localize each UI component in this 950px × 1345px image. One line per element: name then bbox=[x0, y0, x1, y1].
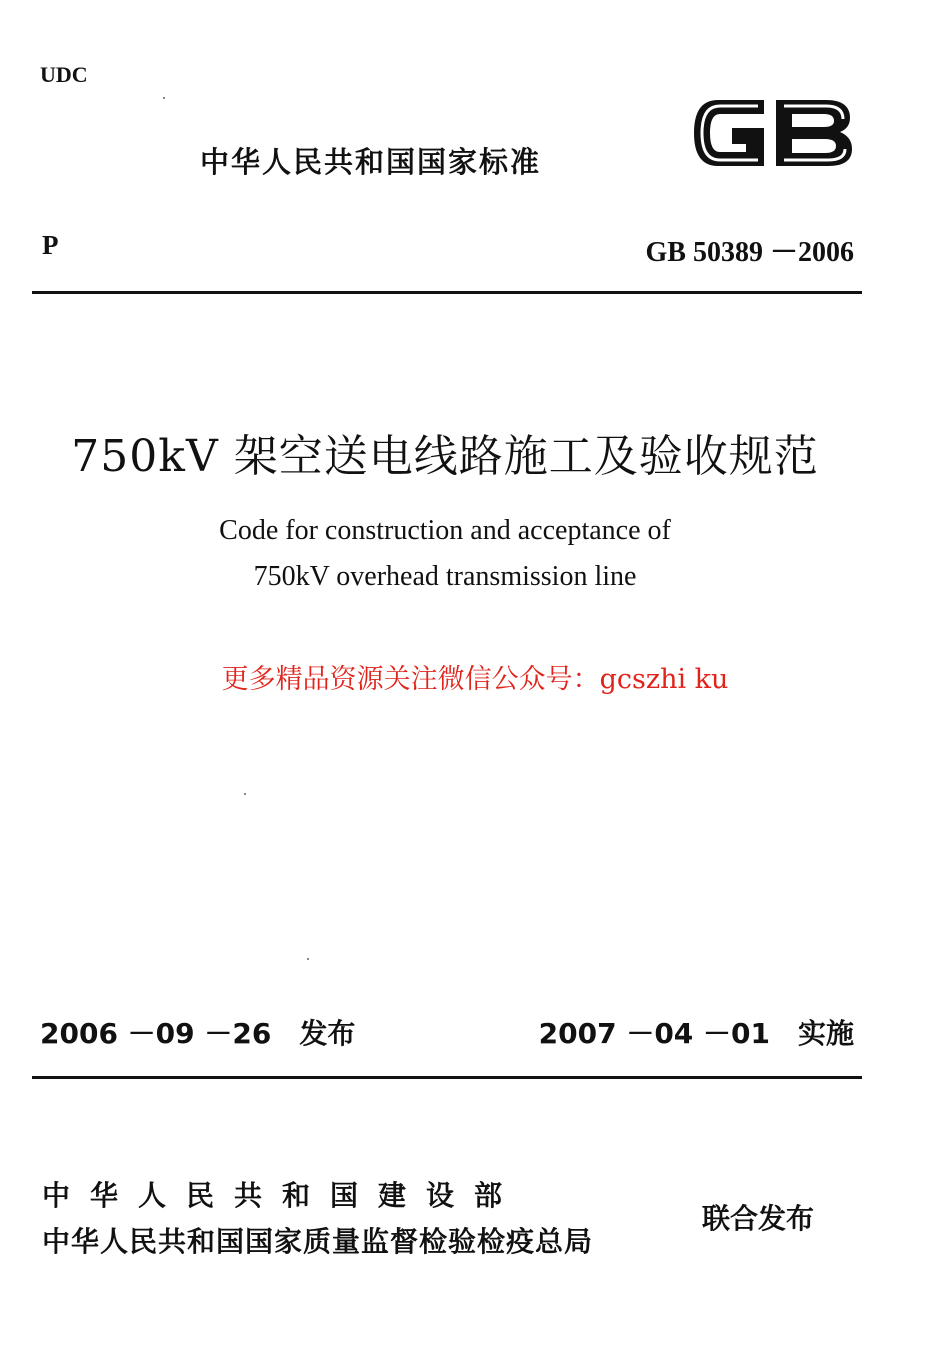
header-divider bbox=[32, 291, 862, 294]
scan-speck bbox=[244, 793, 246, 795]
title-english-line-2: 750kV overhead transmission line bbox=[253, 561, 637, 592]
issuer-aqsiq: 中华人民共和国国家质量监督检验检疫总局 bbox=[42, 1225, 594, 1258]
scan-speck bbox=[163, 97, 165, 99]
standard-number: GB 50389 －2006 bbox=[645, 237, 854, 268]
issuer-ministry: 中华人民共和国建设部 bbox=[42, 1179, 523, 1212]
document-title-english bbox=[0, 508, 890, 600]
gb-logo bbox=[688, 92, 856, 174]
promo-watermark-text: 更多精品资源关注微信公众号：gcszhi ku bbox=[221, 664, 729, 695]
implementation-date: 2007 －04 －01 实施 bbox=[538, 1017, 854, 1050]
national-standard-heading: 中华人民共和国国家标准 bbox=[200, 145, 542, 179]
document-title-chinese: 750kV 架空送电线路施工及验收规范 bbox=[71, 431, 819, 482]
udc-label: UDC bbox=[40, 62, 88, 87]
joint-issue-label: 联合发布 bbox=[702, 1202, 815, 1235]
issue-date: 2006 －09 －26 发布 bbox=[40, 1017, 356, 1050]
classification-code: P bbox=[42, 230, 59, 260]
footer-divider bbox=[32, 1076, 862, 1079]
scan-speck bbox=[307, 958, 309, 960]
title-english-line-1: Code for construction and acceptance of bbox=[219, 515, 671, 546]
